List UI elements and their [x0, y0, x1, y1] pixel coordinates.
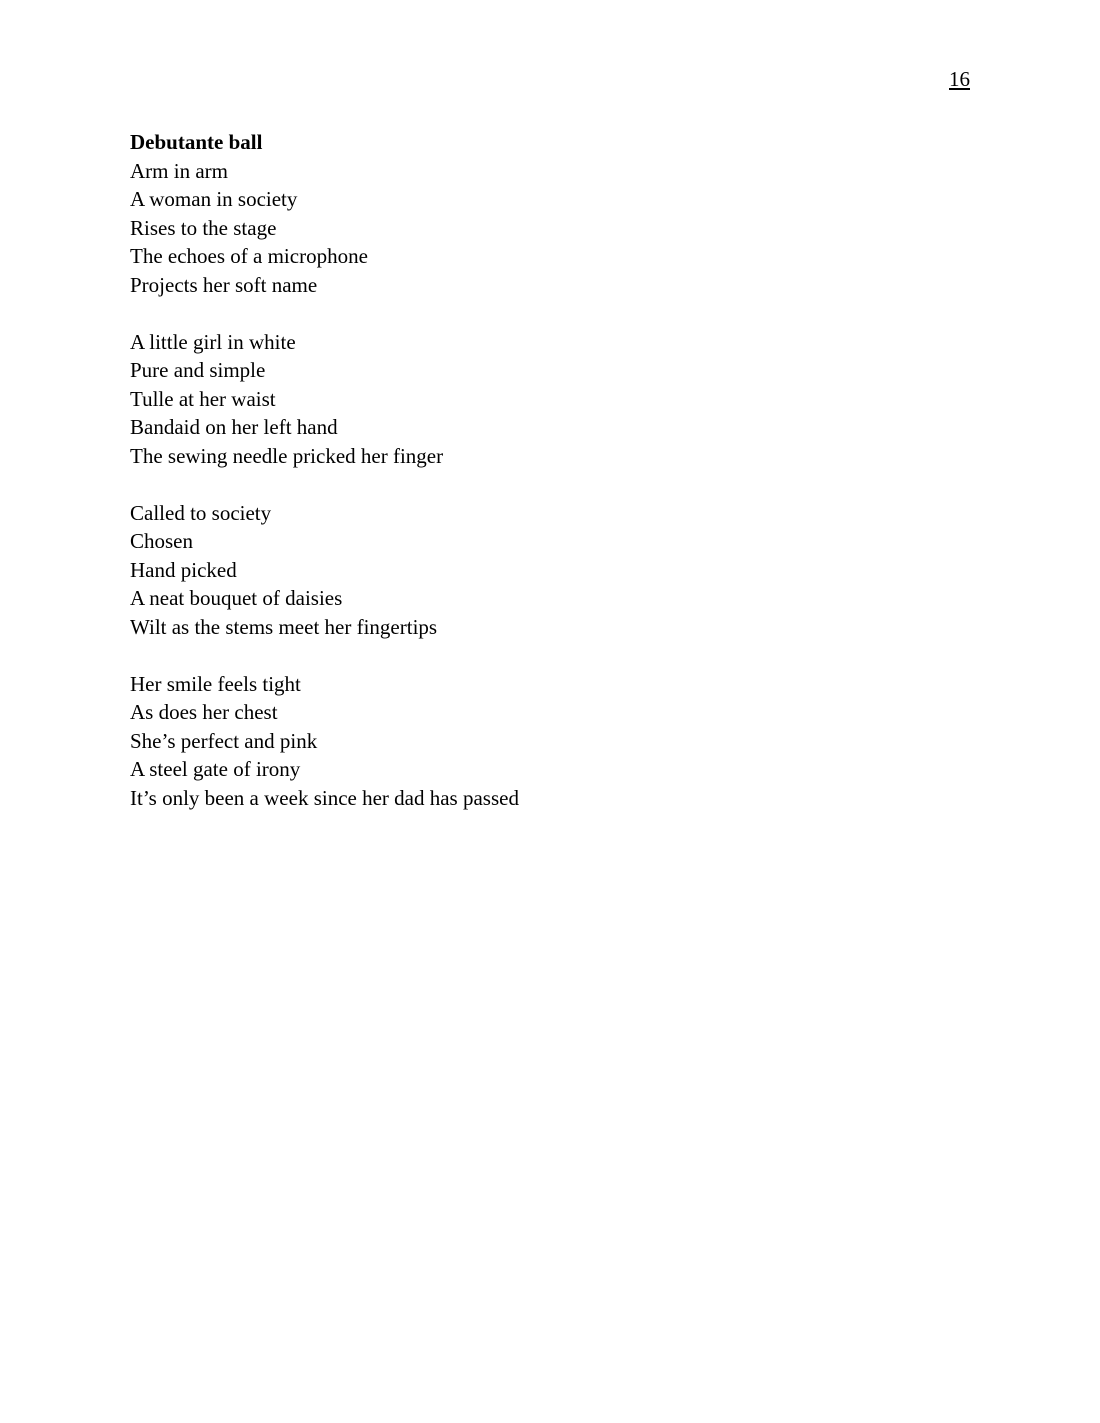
poem-line: The sewing needle pricked her finger — [130, 443, 444, 468]
poem-line: Her smile feels tight — [130, 671, 301, 696]
poem — [130, 128, 970, 841]
poem-line: She’s perfect and pink — [130, 728, 318, 753]
poem-line: Called to society — [130, 500, 272, 525]
poem-line: Pure and simple — [130, 358, 266, 382]
poem-line: A little girl in white — [130, 329, 296, 354]
poem-line: As does her chest — [130, 700, 278, 724]
poem-line: Tulle at her waist — [130, 386, 276, 411]
poem-line: Hand picked — [130, 557, 237, 582]
poem-line: The echoes of a microphone — [130, 244, 368, 268]
poem-line: A neat bouquet of daisies — [130, 586, 343, 610]
stanza-1 — [130, 157, 970, 300]
stanza-2 — [130, 328, 970, 471]
poem-line: A woman in society — [130, 187, 298, 211]
poem-line: Projects her soft name — [130, 272, 318, 297]
poem-title: Debutante ball — [130, 130, 263, 154]
poem-line: Arm in arm — [130, 158, 228, 183]
stanza-4 — [130, 670, 970, 813]
poem-line: Rises to the stage — [130, 215, 277, 240]
poem-line: Chosen — [130, 529, 193, 553]
stanza-3 — [130, 499, 970, 642]
poem-line: Bandaid on her left hand — [130, 415, 338, 439]
poem-line: It’s only been a week since her dad has passed — [130, 785, 519, 810]
poem-line: Wilt as the stems meet her fingertips — [130, 614, 438, 639]
page-number: 16 — [949, 67, 970, 91]
poem-line: A steel gate of irony — [130, 757, 301, 781]
